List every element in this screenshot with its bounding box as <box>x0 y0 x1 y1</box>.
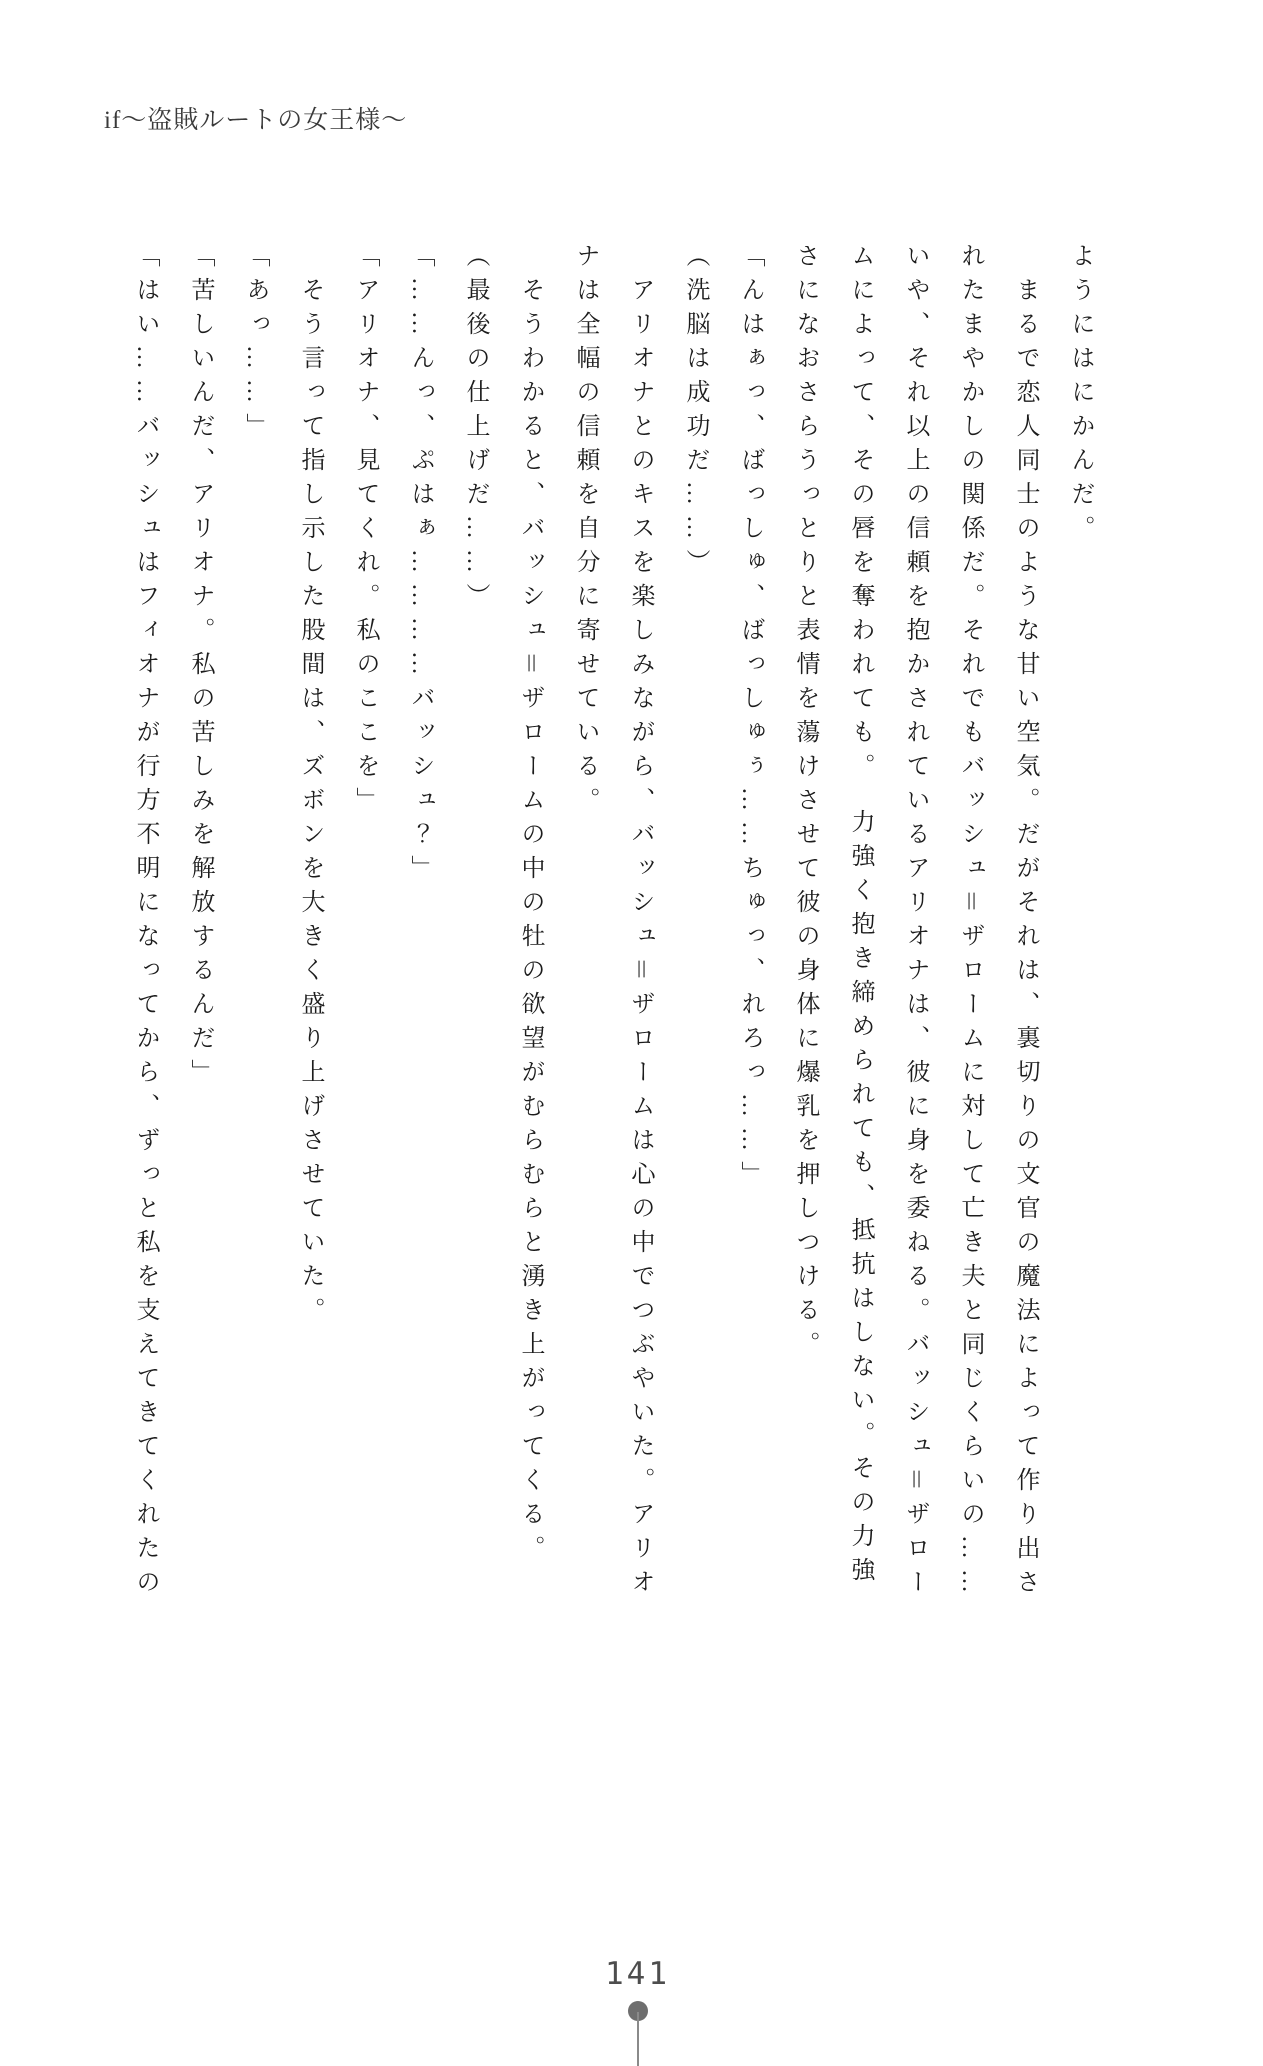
page-number-value: 141 <box>605 1956 670 1992</box>
page-number <box>0 1956 1263 1992</box>
text-column: まるで恋人同士のような甘い空気。だがそれは、裏切りの文官の魔法によって作り出さ <box>1012 243 1038 1603</box>
text-column: 「……んっ、ぷはぁ…………バッシュ？」 <box>407 243 433 889</box>
text-column: いや、それ以上の信頼を抱かされているアリオナは、彼に身を委ねる。バッシュ＝ザロー <box>902 243 928 1603</box>
text-column: 「はい……バッシュはフィオナが行方不明になってから、ずっと私を支えてきてくれたの <box>132 243 158 1603</box>
footer-line-ornament <box>637 2012 639 2066</box>
text-column: ムによって、その唇を奪われても。 力強く抱き締められても、抵抗はしない。その力強 <box>847 243 873 1591</box>
text-column: れたまやかしの関係だ。それでもバッシュ＝ザロームに対して亡き夫と同じくらいの…… <box>957 243 983 1603</box>
page-text <box>115 243 1107 1673</box>
text-column: ナは全幅の信頼を自分に寄せている。 <box>572 243 598 821</box>
text-column: さになおさらうっとりと表情を蕩けさせて彼の身体に爆乳を押しつける。 <box>792 243 818 1365</box>
text-column: 「苦しいんだ、アリオナ。私の苦しみを解放するんだ」 <box>187 243 213 1093</box>
text-column: 「アリオナ、見てくれ。私のここを」 <box>352 243 378 821</box>
text-column: （最後の仕上げだ……） <box>462 243 488 617</box>
text-column: そう言って指し示した股間は、ズボンを大きく盛り上げさせていた。 <box>297 243 323 1331</box>
running-header: if～盗賊ルートの女王様～ <box>104 107 408 134</box>
text-column: アリオナとのキスを楽しみながら、バッシュ＝ザロームは心の中でつぶやいた。アリオ <box>627 243 653 1603</box>
text-column: 「んはぁっ、ばっしゅ、ばっしゅぅ……ちゅっ、れろっ……」 <box>737 243 763 1195</box>
text-column: （洗脳は成功だ……） <box>682 243 708 583</box>
text-column: そうわかると、バッシュ＝ザロームの中の牡の欲望がむらむらと湧き上がってくる。 <box>517 243 543 1569</box>
text-column: 「あっ……」 <box>242 243 268 447</box>
text-column: ようにはにかんだ。 <box>1067 243 1093 549</box>
